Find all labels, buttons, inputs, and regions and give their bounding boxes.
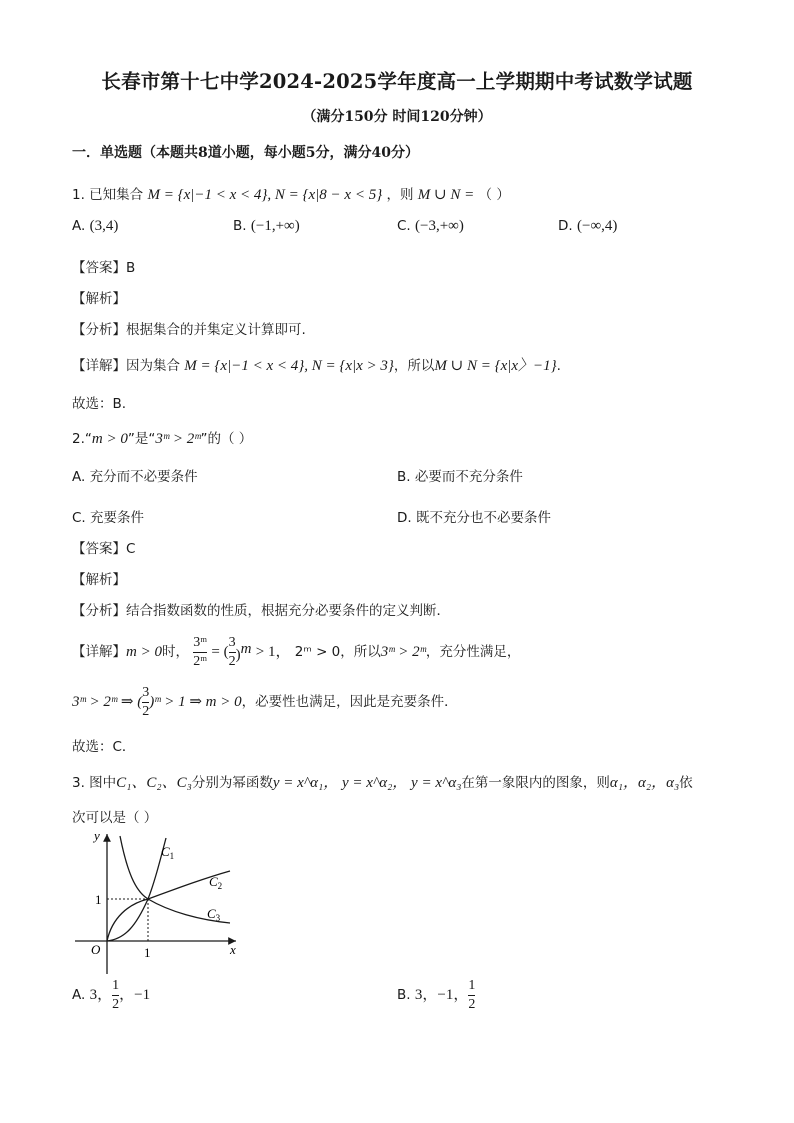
q2-option-a bbox=[72, 465, 198, 485]
x-tick-one: 1 bbox=[144, 945, 151, 960]
option-text: 充要条件 bbox=[90, 510, 145, 526]
q1-option-b bbox=[233, 218, 300, 235]
option-letter: C. bbox=[397, 218, 411, 234]
detail-math: M = {x|−1 < x < 4}, N = {x|x > 3} bbox=[184, 358, 394, 374]
detail-math: 3ᵐ > 2ᵐ ⇒ ( bbox=[72, 694, 143, 710]
q2-lead: 2.“ bbox=[72, 431, 92, 447]
section-heading: 一．单选题（本题共8道小题，每小题5分，满分40分） bbox=[72, 145, 419, 161]
q1-answer bbox=[72, 256, 135, 276]
detail-text: ，所以 bbox=[393, 358, 435, 374]
q1-fenxi bbox=[72, 318, 306, 338]
detail-text: 时， bbox=[161, 643, 189, 660]
option-text: (−3,+∞) bbox=[415, 218, 464, 234]
option-letter: B. bbox=[233, 218, 247, 234]
curve-c1 bbox=[107, 838, 166, 941]
c1-subscript: 1 bbox=[169, 851, 175, 861]
q1-union: M ∪ N = bbox=[417, 187, 475, 203]
q1-option-d bbox=[558, 218, 617, 235]
option-letter: A. bbox=[72, 986, 86, 1003]
frac-num: 3 bbox=[142, 685, 150, 700]
frac-num: 1 bbox=[468, 978, 476, 993]
c2-subscript: 2 bbox=[217, 881, 223, 891]
q3-text: 依 bbox=[679, 775, 693, 791]
q2-cond1: m > 0 bbox=[91, 431, 128, 447]
frac-num: 3 bbox=[228, 635, 236, 650]
curve-c2-label bbox=[209, 874, 222, 891]
detail-math: )ᵐ > 1 ⇒ m > 0 bbox=[149, 694, 242, 710]
c3-subscript: 3 bbox=[215, 913, 221, 923]
q3-stem-line2: 次可以是（ ） bbox=[72, 810, 158, 826]
q3-option-b bbox=[397, 979, 475, 1012]
q2-option-c bbox=[72, 506, 144, 526]
answer-value: C bbox=[126, 541, 136, 557]
fenxi-text: 结合指数函数的性质，根据充分必要条件的定义判断． bbox=[126, 603, 450, 619]
option-letter: A. bbox=[72, 218, 86, 234]
detail-text: ，充分性满足， bbox=[425, 643, 521, 660]
fraction-one-half bbox=[468, 979, 475, 1012]
q1-blank: （ ） bbox=[478, 187, 510, 203]
q2-analysis-tag: 【解析】 bbox=[72, 572, 126, 588]
option-letter: A. bbox=[72, 469, 86, 485]
q3-math: y = x^α₁， y = x^α₂， y = x^α₃ bbox=[272, 775, 462, 791]
power-function-graph bbox=[70, 826, 245, 976]
q2-option-d bbox=[397, 506, 551, 526]
c3-letter: C bbox=[207, 906, 216, 921]
q3-text: 3. 图中 bbox=[72, 775, 117, 791]
q1-lead: 1. 已知集合 bbox=[72, 187, 144, 203]
c2-letter: C bbox=[209, 874, 218, 889]
q3-option-a bbox=[72, 979, 150, 1012]
q2-fenxi bbox=[72, 599, 450, 619]
page-title: 长春市第十七中学2024-2025学年度高一上学期期中考试数学试题 bbox=[101, 70, 693, 93]
option-text: 必要而不充分条件 bbox=[414, 469, 523, 485]
answer-tag: 【答案】 bbox=[72, 260, 126, 276]
option-letter: C. bbox=[72, 510, 86, 526]
detail-text: . bbox=[556, 358, 561, 374]
frac-den: 2 bbox=[142, 704, 150, 719]
q1-option-a bbox=[72, 218, 118, 235]
option-text: 3，−1， bbox=[414, 987, 469, 1003]
q1-option-c bbox=[397, 218, 464, 235]
q3-math: C₁、C₂、C₃ bbox=[116, 775, 192, 791]
curve-c3-label bbox=[207, 906, 221, 923]
origin-label: O bbox=[91, 942, 101, 957]
frac-num: 1 bbox=[112, 978, 120, 993]
frac-den: 2ᵐ bbox=[193, 654, 208, 669]
q1-analysis-tag: 【解析】 bbox=[72, 291, 126, 307]
option-text: (−1,+∞) bbox=[250, 218, 300, 234]
fraction-3-2 bbox=[229, 636, 236, 669]
q1-sets: M = {x|−1 < x < 4}, N = {x|8 − x < 5} bbox=[147, 187, 383, 203]
option-text: ，−1 bbox=[119, 987, 151, 1003]
q2-option-b bbox=[397, 465, 523, 485]
q1-tail: ，则 bbox=[386, 187, 414, 203]
page-subtitle: （满分150分 时间120分钟） bbox=[302, 109, 492, 125]
q1-detail bbox=[72, 354, 561, 375]
fraction-3m-2m bbox=[193, 636, 207, 669]
q2-detail-line1 bbox=[72, 636, 520, 669]
detail-math: = ( bbox=[211, 644, 229, 660]
option-letter: D. bbox=[558, 218, 573, 234]
q2-tail: ”的（ ） bbox=[200, 431, 253, 447]
frac-den: 2 bbox=[112, 997, 120, 1012]
q1-choose: 故选：B. bbox=[72, 396, 127, 412]
answer-tag: 【答案】 bbox=[72, 541, 126, 557]
q3-text: 分别为幂函数 bbox=[191, 775, 273, 791]
x-axis-label: x bbox=[230, 942, 236, 957]
detail-tag: 【详解】 bbox=[72, 643, 126, 660]
detail-text: ，必要性也满足，因此是充要条件． bbox=[241, 693, 458, 710]
frac-num: 3ᵐ bbox=[193, 635, 208, 650]
detail-math: 3ᵐ > 2ᵐ bbox=[380, 644, 426, 660]
q3-math: α₁，α₂，α₃ bbox=[609, 775, 680, 791]
option-letter: B. bbox=[397, 986, 411, 1003]
option-text: (−∞,4) bbox=[576, 218, 618, 234]
q3-stem-line1 bbox=[72, 771, 693, 792]
q2-stem bbox=[72, 427, 252, 448]
option-text: (3,4) bbox=[89, 218, 119, 234]
q2-choose: 故选：C． bbox=[72, 739, 136, 755]
option-letter: B. bbox=[397, 469, 411, 485]
q2-mid: ”是“ bbox=[127, 431, 156, 447]
c1-letter: C bbox=[161, 844, 170, 859]
curve-c1-label bbox=[161, 844, 174, 861]
q2-answer bbox=[72, 537, 135, 557]
detail-math: m > 0 bbox=[126, 644, 162, 660]
y-tick-one: 1 bbox=[95, 892, 102, 907]
answer-value: B bbox=[126, 260, 136, 276]
frac-den: 2 bbox=[468, 997, 476, 1012]
q3-text: 在第一象限内的图象，则 bbox=[461, 775, 610, 791]
q2-detail-line2 bbox=[72, 686, 458, 719]
q1-stem bbox=[72, 183, 510, 204]
y-axis-label: y bbox=[94, 828, 100, 843]
frac-den: 2 bbox=[228, 654, 236, 669]
detail-tag: 【详解】 bbox=[72, 358, 126, 374]
detail-text: 2ᵐ > 0，所以 bbox=[294, 643, 381, 660]
detail-math: )$^m$ bbox=[235, 641, 252, 663]
option-letter: D. bbox=[397, 510, 412, 526]
fenxi-text: 根据集合的并集定义计算即可. bbox=[126, 322, 306, 338]
option-text: 既不充分也不必要条件 bbox=[415, 510, 551, 526]
q2-cond2: 3ᵐ > 2ᵐ bbox=[155, 431, 201, 447]
detail-text: 因为集合 bbox=[126, 358, 180, 374]
fenxi-tag: 【分析】 bbox=[72, 322, 126, 338]
fenxi-tag: 【分析】 bbox=[72, 603, 126, 619]
detail-math: M ∪ N = {x|x〉−1} bbox=[434, 358, 557, 374]
detail-math: > 1， bbox=[255, 644, 291, 660]
option-text: 3， bbox=[89, 987, 113, 1003]
option-text: 充分而不必要条件 bbox=[89, 469, 198, 485]
